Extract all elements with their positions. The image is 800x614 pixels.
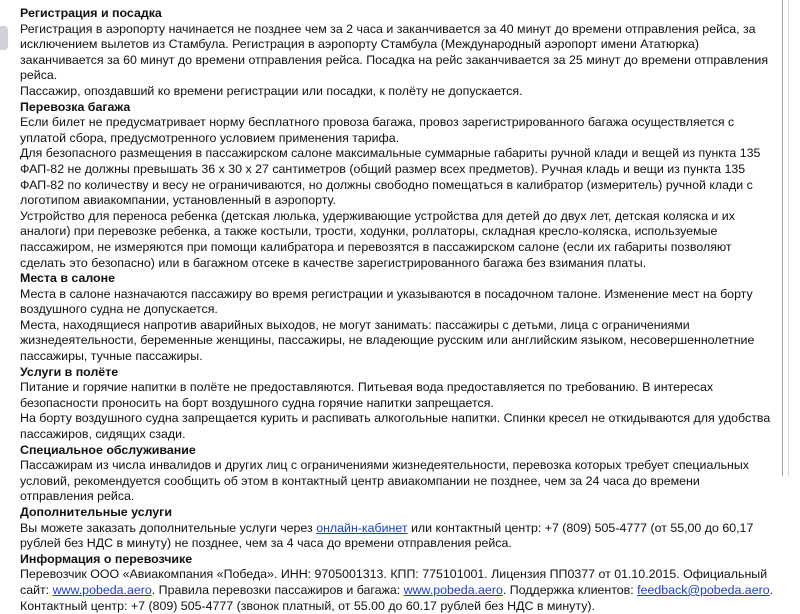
paragraph-registration-2: Пассажир, опоздавший ко времени регистрации или посадки, к полёту не допускается. [20, 83, 523, 98]
viewer-right-edge [782, 0, 800, 476]
section-heading-inflight: Услуги в полёте [20, 364, 119, 379]
sidebar-toggle-handle[interactable] [0, 26, 8, 50]
text-fragment: . Контактный центр: +7 (809) 505-4777 (звонок платный, от 55.00 до 60.17 рублей без НДС в минуту). [20, 582, 774, 613]
text-fragment: Вы можете заказать дополнительные услуги через [20, 520, 317, 535]
online-cabinet-link[interactable]: онлайн-кабинет [316, 520, 408, 535]
paragraph-inflight-2: На борту воздушного судна запрещается курить и распивать алкогольные напитки. Спинки кресел не откидываются для удобства пассажиров, сидящих сзади. [20, 411, 771, 442]
paragraph-inflight-1: Питание и горячие напитки в полёте не предоставляются. Питьевая вода предоставляется по требованию. В интересах безопасности проносить на борт воздушного судна горячие напитки запрещается. [20, 380, 714, 410]
official-site-link[interactable]: www.pobeda.aero [52, 582, 152, 597]
paragraph-seats-2: Места, находящиеся напротив аварийных выходов, не могут занимать: пассажиры с детьми, лица с ограничениями жизнедеятельности, беременные женщины, пассажиры, не владеющие русским или английским языком, несовершеннолетние пассажиры, тучные пассажиры. [20, 317, 755, 364]
paragraph-seats-1: Места в салоне назначаются пассажиру во время регистрации и указываются в посадочном талоне. Изменение мест на борту воздушного судна не допускается. [20, 286, 753, 317]
section-heading-carrier: Информация о перевозчике [20, 551, 193, 566]
paragraph-baggage-2: Для безопасного размещения в пассажирском салоне максимальные суммарные габариты ручной клади и вещей из пункта 135 ФАП-82 не должны превышать 36 х 30 х 27 сантиметров (общий размер всех предметов). Ручная кладь и вещи из пункта 135 ФАП-82 по количеству и весу не ограничиваются, но должны свободно помещаться в калибратор (измеритель) ручной клади с логотипом авиакомпании, установленный в аэропорту. [20, 146, 761, 208]
paragraph-carrier-1 [20, 567, 776, 614]
paragraph-extra-1 [20, 521, 776, 552]
text-fragment: . Правила перевозки пассажиров и багажа: [151, 582, 404, 597]
section-heading-seats: Места в салоне [20, 271, 115, 286]
section-heading-extra: Дополнительные услуги [20, 505, 172, 519]
paragraph-baggage-1: Если билет не предусматривает норму бесплатного провоза багажа, провоз зарегистрированного багажа осуществляется с уплатой сбора, предусмотренного условием применения тарифа. [20, 115, 735, 145]
text-fragment: . Поддержка клиентов: [502, 582, 638, 597]
document-page [20, 6, 776, 614]
text-fragment: или контактный центр: +7 (809) 505-4777 (от 55,00 до 60,17 рублей без НДС в минуту) не позднее, чем за 4 часа до времени отправления рейса. [20, 520, 754, 551]
support-email-link[interactable]: feedback@pobeda.aero [637, 582, 770, 597]
rules-link[interactable]: www.pobeda.aero [403, 582, 503, 597]
section-heading-registration: Регистрация и посадка [20, 6, 162, 20]
section-heading-baggage: Перевозка багажа [20, 99, 131, 114]
viewer-left-edge [0, 0, 12, 476]
paragraph-baggage-3: Устройство для переноса ребенка (детская люлька, удерживающие устройства для детей до двух лет, детская коляска и их аналоги) при перевозке ребенка, а также костыли, трости, ходунки, роллаторы, складная кресло-коляска, используемые пассажиром, не измеряются при помощи калибратора и перевозятся в пассажирском салоне (если их габариты позволяют сделать это безопасно) или в багажном отсеке в качестве зарегистрированного багажа без взимания платы. [20, 208, 735, 270]
scrollbar-track[interactable] [788, 0, 789, 476]
paragraph-special-1: Пассажирам из числа инвалидов и других лиц с ограничениями жизнедеятельности, перевозка которых требует специальных условий, рекомендуется сообщить об этом в контактный центр авиакомпании не позднее, чем за 24 часа до времени отправления рейса. [20, 458, 749, 504]
paragraph-registration-1: Регистрация в аэропорту начинается не позднее чем за 2 часа и заканчивается за 40 минут до времени отправления рейса, за исключением вылетов из Стамбула. Регистрация в аэропорту Стамбула (Международный аэропорт имени Ататюрка) заканчивается за 60 минут до времени отправления рейса. Посадка на рейс заканчивается за 25 минут до времени отправления рейса. [20, 21, 769, 83]
section-heading-special: Специальное обслуживание [20, 442, 196, 457]
page-border [782, 0, 783, 476]
text-fragment: Перевозчик ООО «Авиакомпания «Победа». ИНН: 9705001313. КПП: 775101001. Лицензия ПП0377 от 01.10.2015. Официальный сайт: [20, 567, 768, 597]
